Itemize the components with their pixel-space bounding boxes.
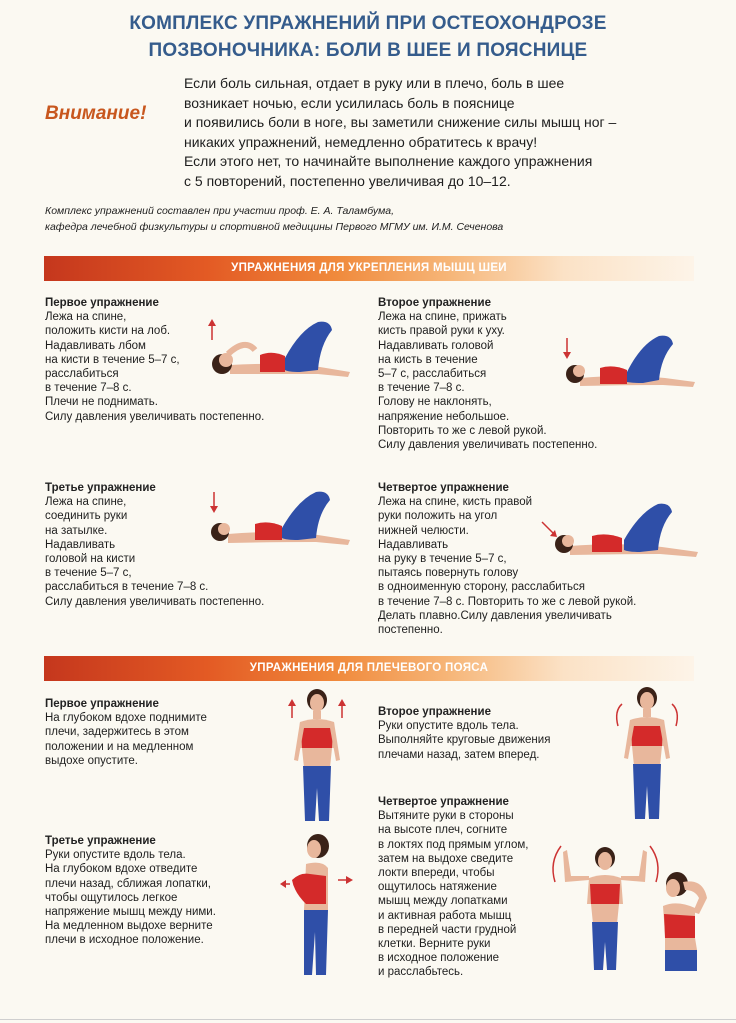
section-shoulder-heading-text: УПРАЖНЕНИЯ ДЛЯ ПЛЕЧЕВОГО ПОЯСА [249,662,489,674]
exercise-line: На глубоком вдохе поднимите [45,712,207,725]
exercise-line: на затылке. [45,524,108,537]
exercise-line: Лежа на спине, [45,496,127,509]
exercise-line: плечи назад, сближая лопатки, [45,877,211,890]
warning-line: никаких упражнений, немедленно обратитесь к врачу! [184,133,538,150]
exercise-line: положении и на медленном [45,740,194,753]
exercise-line: положить кисти на лоб. [45,325,171,338]
exercise-line: в течение 7–8 с. [45,382,132,395]
warning-line: с 5 повторений, постепенно увеличивая до 10–12. [184,172,511,189]
exercise-line: Надавливать лбом [45,339,146,352]
exercise-line: мышц между лопатками [378,895,508,908]
exercise-line: на кисть в течение [378,353,478,366]
exercise-line: Делать плавно.Силу давления увеличивать [378,609,612,622]
exercise-line: в течение 7–8 с. Повторить то же с левой рукой. [378,595,637,608]
exercise-title: Четвертое упражнение [378,482,509,494]
warning-line: возникает ночью, если усилилась боль в пояснице [184,94,515,111]
lying-woman-illustration-4 [540,500,705,570]
exercise-title: Второе упражнение [378,706,491,718]
section-neck-heading [44,256,694,281]
exercise-line: Вытяните руки в стороны [378,810,514,823]
standing-woman-illustration-2 [612,686,682,821]
exercise-line: Плечи не поднимать. [45,396,158,409]
standing-woman-side-illustration [282,832,357,977]
exercise-line: на руку в течение 5–7 с, [378,553,507,566]
page-bottom-divider [0,1019,736,1020]
exercise-line: напряжение небольшое. [378,410,510,423]
shoulder-exercise-2 [378,705,550,762]
exercise-line: ощутилось натяжение [378,881,497,894]
warning-label: Внимание! [45,103,147,124]
exercise-line: соединить руки [45,510,128,523]
exercise-title: Второе упражнение [378,297,491,309]
exercise-line: Голову не наклонять, [378,396,492,409]
exercise-line: в исходное положение [378,952,500,965]
exercise-line: 5–7 с, расслабиться [378,368,487,381]
exercise-line: Лежа на спине, прижать [378,311,507,324]
section-shoulder-heading [44,656,694,681]
standing-woman-illustration-1 [282,688,352,823]
exercise-line: На медленном выдохе верните [45,920,213,933]
standing-woman-elbows-side-illustration [655,868,715,973]
exercise-line: затем на выдохе сведите [378,852,514,865]
exercise-line: выдохе опустите. [45,754,138,767]
exercise-line: в передней части грудной [378,923,517,936]
warning-text [184,74,719,191]
lying-woman-illustration-3 [200,490,360,560]
exercise-line: На глубоком вдохе отведите [45,863,198,876]
exercise-line: Лежа на спине, кисть правой [378,496,533,509]
exercise-line: плечи в исходное положение. [45,934,204,947]
lying-woman-illustration-2 [555,330,705,395]
exercise-title: Третье упражнение [45,835,156,847]
exercise-line: на высоте плеч, согните [378,824,508,837]
exercise-line: Руки опустите вдоль тела. [45,849,186,862]
title-line-1: КОМПЛЕКС УПРАЖНЕНИЙ ПРИ ОСТЕОХОНДРОЗЕ [129,13,607,34]
exercise-line: напряжение мышц между ними. [45,906,216,919]
exercise-line: руки положить на угол [378,510,498,523]
exercise-line: Надавливать головой [378,339,494,352]
warning-line: и появились боли в ноге, вы заметили снижение силы мышц ног – [184,114,617,130]
warning-line: Если этого нет, то начинайте выполнение каждого упражнения [184,153,593,169]
exercise-line: пытаясь повернуть голову [378,567,519,580]
exercise-line: в течение 7–8 с. [378,382,465,395]
exercise-title: Третье упражнение [45,482,156,494]
exercise-line: в одноименную сторону, расслабиться [378,581,585,594]
page-title [0,10,736,64]
warning-line: Если боль сильная, отдает в руку или в плечо, боль в шее [184,75,565,91]
exercise-line: чтобы ощутилось легкое [45,891,178,904]
exercise-line: в локтях под прямым углом, [378,838,529,851]
exercise-line: и расслабьтесь. [378,966,464,979]
standing-woman-elbows-illustration [553,842,658,972]
exercise-title: Четвертое упражнение [378,796,509,808]
lying-woman-illustration-1 [200,310,360,390]
exercise-line: плечи, задержитесь в этом [45,726,189,739]
exercise-line: Надавливать [378,538,449,551]
exercise-line: и активная работа мышц [378,909,512,922]
exercise-line: Силу давления увеличивать постепенно. [45,410,265,423]
exercise-line: локти впереди, чтобы [378,867,495,880]
shoulder-exercise-3 [45,834,216,948]
exercise-line: постепенно. [378,624,443,637]
exercise-line: нижней челюсти. [378,524,469,537]
exercise-line: Силу давления увеличивать постепенно. [378,439,598,452]
section-neck-heading-text: УПРАЖНЕНИЯ ДЛЯ УКРЕПЛЕНИЯ МЫШЦ ШЕИ [231,262,507,274]
exercise-line: Лежа на спине, [45,311,127,324]
exercise-line: на кисти в течение 5–7 с, [45,353,180,366]
exercise-line: Надавливать [45,538,116,551]
shoulder-exercise-1 [45,697,207,768]
exercise-title: Первое упражнение [45,297,159,309]
exercise-line: Руки опустите вдоль тела. [378,720,519,733]
exercise-line: расслабиться в течение 7–8 с. [45,581,209,594]
exercise-line: кисть правой руки к уху. [378,325,505,338]
credit-line-1: Комплекс упражнений составлен при участии проф. Е. А. Таламбума, [45,205,395,217]
exercise-title: Первое упражнение [45,698,159,710]
credit-note [45,203,503,235]
exercise-line: Выполняйте круговые движения [378,734,551,747]
exercise-line: Повторить то же с левой рукой. [378,424,547,437]
exercise-line: Силу давления увеличивать постепенно. [45,595,265,608]
title-line-2: ПОЗВОНОЧНИКА: БОЛИ В ШЕЕ И ПОЯСНИЦЕ [148,40,588,61]
exercise-line: головой на кисти [45,553,136,566]
exercise-line: плечами назад, затем вперед. [378,748,540,761]
credit-line-2: кафедра лечебной физкультуры и спортивной медицины Первого МГМУ им. И.М. Сеченова [45,221,504,233]
exercise-line: клетки. Верните руки [378,938,491,951]
shoulder-exercise-4 [378,795,528,980]
exercise-line: в течение 5–7 с, [45,567,132,580]
exercise-line: расслабиться [45,368,119,381]
